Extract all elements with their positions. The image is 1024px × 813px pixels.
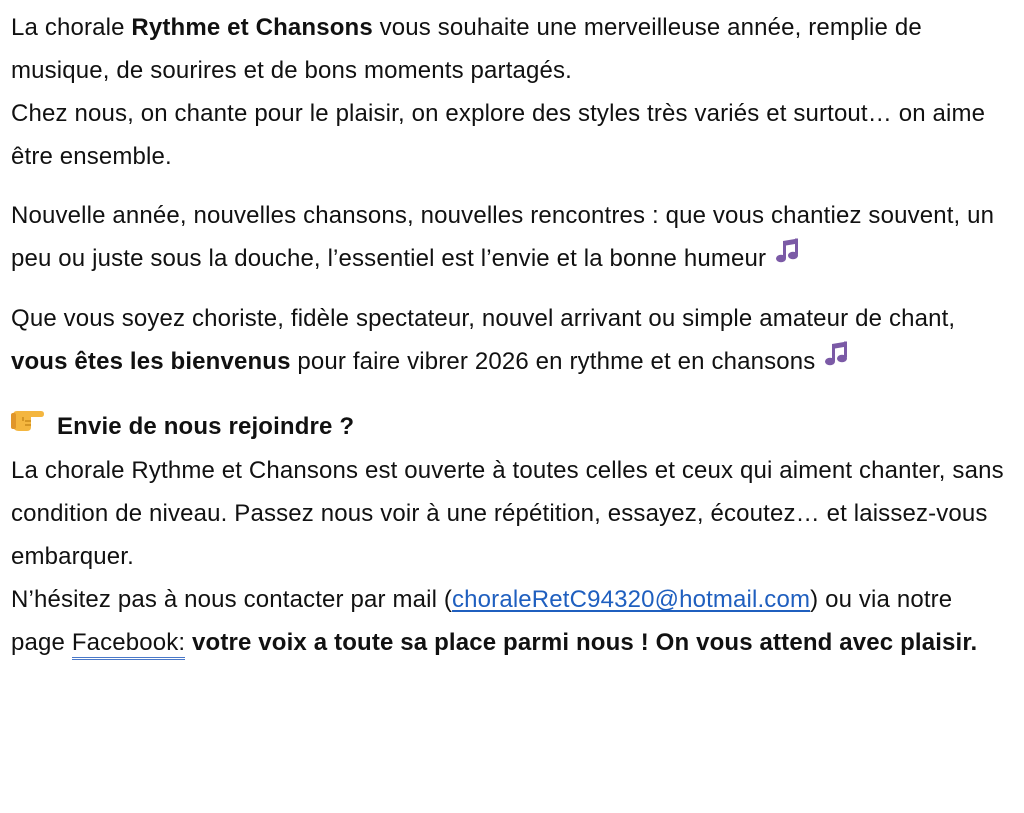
welcome-text-start: Que vous soyez choriste, fidèle spectateur, nouvel arrivant ou simple amateur de chant,: [11, 305, 956, 333]
join-heading-text: Envie de nous rejoindre ?: [57, 413, 355, 441]
closing-text: votre voix a toute sa place parmi nous ! On vous attend avec plaisir.: [185, 629, 978, 657]
email-link[interactable]: choraleRetC94320@hotmail.com: [452, 586, 811, 614]
new-year-text: Nouvelle année, nouvelles chansons, nouvelles rencontres : que vous chantiez souvent, un peu ou juste sous la douche, l’essentiel est l’envie et la bonne humeur: [11, 202, 995, 272]
contact-text-middle: ) ou via notre page: [11, 586, 953, 657]
music-notes-icon: [823, 339, 853, 382]
welcome-text-end: pour faire vibrer 2026 en rythme et en chansons: [290, 348, 816, 376]
new-year-paragraph: [11, 194, 1004, 281]
intro-second-line: Chez nous, on chante pour le plaisir, on explore des styles très variés et surtout… on aime être ensemble.: [11, 100, 986, 170]
pointing-hand-icon: [11, 404, 45, 447]
intro-text-start: La chorale: [11, 14, 132, 41]
welcome-emphasis: vous êtes les bienvenus: [11, 348, 291, 376]
join-heading: [11, 405, 1004, 449]
music-notes-icon: [774, 236, 804, 279]
intro-paragraph: [11, 6, 1004, 92]
intro-text-end: vous souhaite une merveilleuse année, remplie de musique, de sourires et de bons moments partagés.: [11, 14, 922, 84]
message-document: [11, 6, 1004, 664]
facebook-link[interactable]: Facebook:: [72, 629, 185, 660]
choir-name: Rythme et Chansons: [131, 14, 373, 41]
welcome-paragraph: [11, 297, 1004, 384]
contact-paragraph: [11, 578, 1004, 664]
contact-text-start: N’hésitez pas à nous contacter par mail (: [11, 586, 453, 614]
join-text: La chorale Rythme et Chansons est ouverte à toutes celles et ceux qui aiment chanter, sans condition de niveau. Passez nous voir à une répétition, essayez, écoutez… et laissez-vous embarquer.: [11, 457, 1004, 571]
